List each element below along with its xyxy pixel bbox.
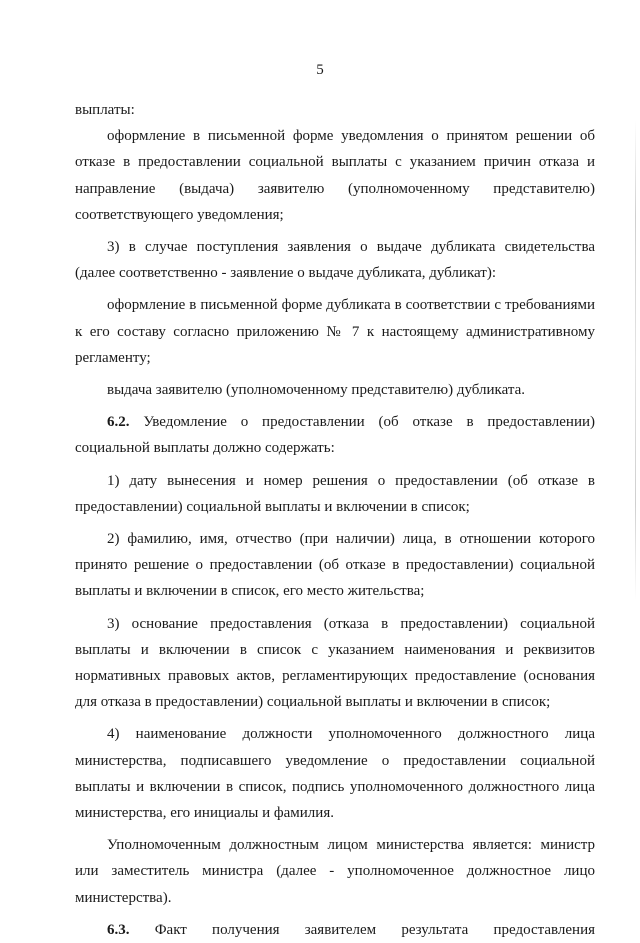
scan-artifact-line <box>635 120 636 600</box>
document-body <box>75 97 595 943</box>
section-number: 6.2. <box>107 414 130 431</box>
list-item-4: 4) наименование должности уполномоченного должностного лица министерства, подписавшего уведомление о предоставлении социальной выплаты и включении в список, подпись уполномоченного должностного лица министерства, его инициалы и фамилия. <box>75 726 595 822</box>
paragraph-section-6-3 <box>75 917 595 943</box>
paragraph-refusal-notice: оформление в письменной форме уведомления о принятом решении об отказе в предоставлении социальной выплаты с указанием причин отказа и направление (выдача) заявителю (уполномоченному представителю) соответствующего уведомления; <box>75 128 595 223</box>
paragraph-duplicate-request: 3) в случае поступления заявления о выдаче дубликата свидетельства (далее соответственно - заявление о выдаче дубликата, дубликат): <box>75 239 595 282</box>
list-item-3: 3) основание предоставления (отказа в предоставлении) социальной выплаты и включении в список с указанием наименования и реквизитов нормативных правовых актов, регламентирующих предоставление (основания для отказа в предоставлении) социальной выплаты и включении в список; <box>75 615 595 711</box>
paragraph-continuation: выплаты: <box>75 102 135 118</box>
section-number: 6.3. <box>107 921 130 938</box>
paragraph-duplicate-issue: выдача заявителю (уполномоченному представителю) дубликата. <box>107 382 526 399</box>
paragraph-authorized-official: Уполномоченным должностным лицом министерства является: министр или заместитель министра (далее - уполномоченное должностное лицо министерства). <box>75 837 595 906</box>
paragraph-section-6-2 <box>75 409 595 461</box>
paragraph-duplicate-form: оформление в письменной форме дубликата в соответствии с требованиями к его составу согласно приложению № 7 к настоящему административному регламенту; <box>75 297 595 366</box>
list-item-1: 1) дату вынесения и номер решения о предоставлении (об отказе в предоставлении) социальной выплаты и включении в список; <box>75 472 595 515</box>
section-text: Уведомление о предоставлении (об отказе в предоставлении) социальной выплаты должно содержать: <box>75 414 595 457</box>
page-number: 5 <box>316 62 324 78</box>
list-item-2: 2) фамилию, имя, отчество (при наличии) лица, в отношении которого принято решение о предоставлении (об отказе в предоставлении) социальной выплаты и включении в список, его место жительства; <box>75 531 595 600</box>
section-text: Факт получения заявителем результата предоставления <box>154 921 596 938</box>
